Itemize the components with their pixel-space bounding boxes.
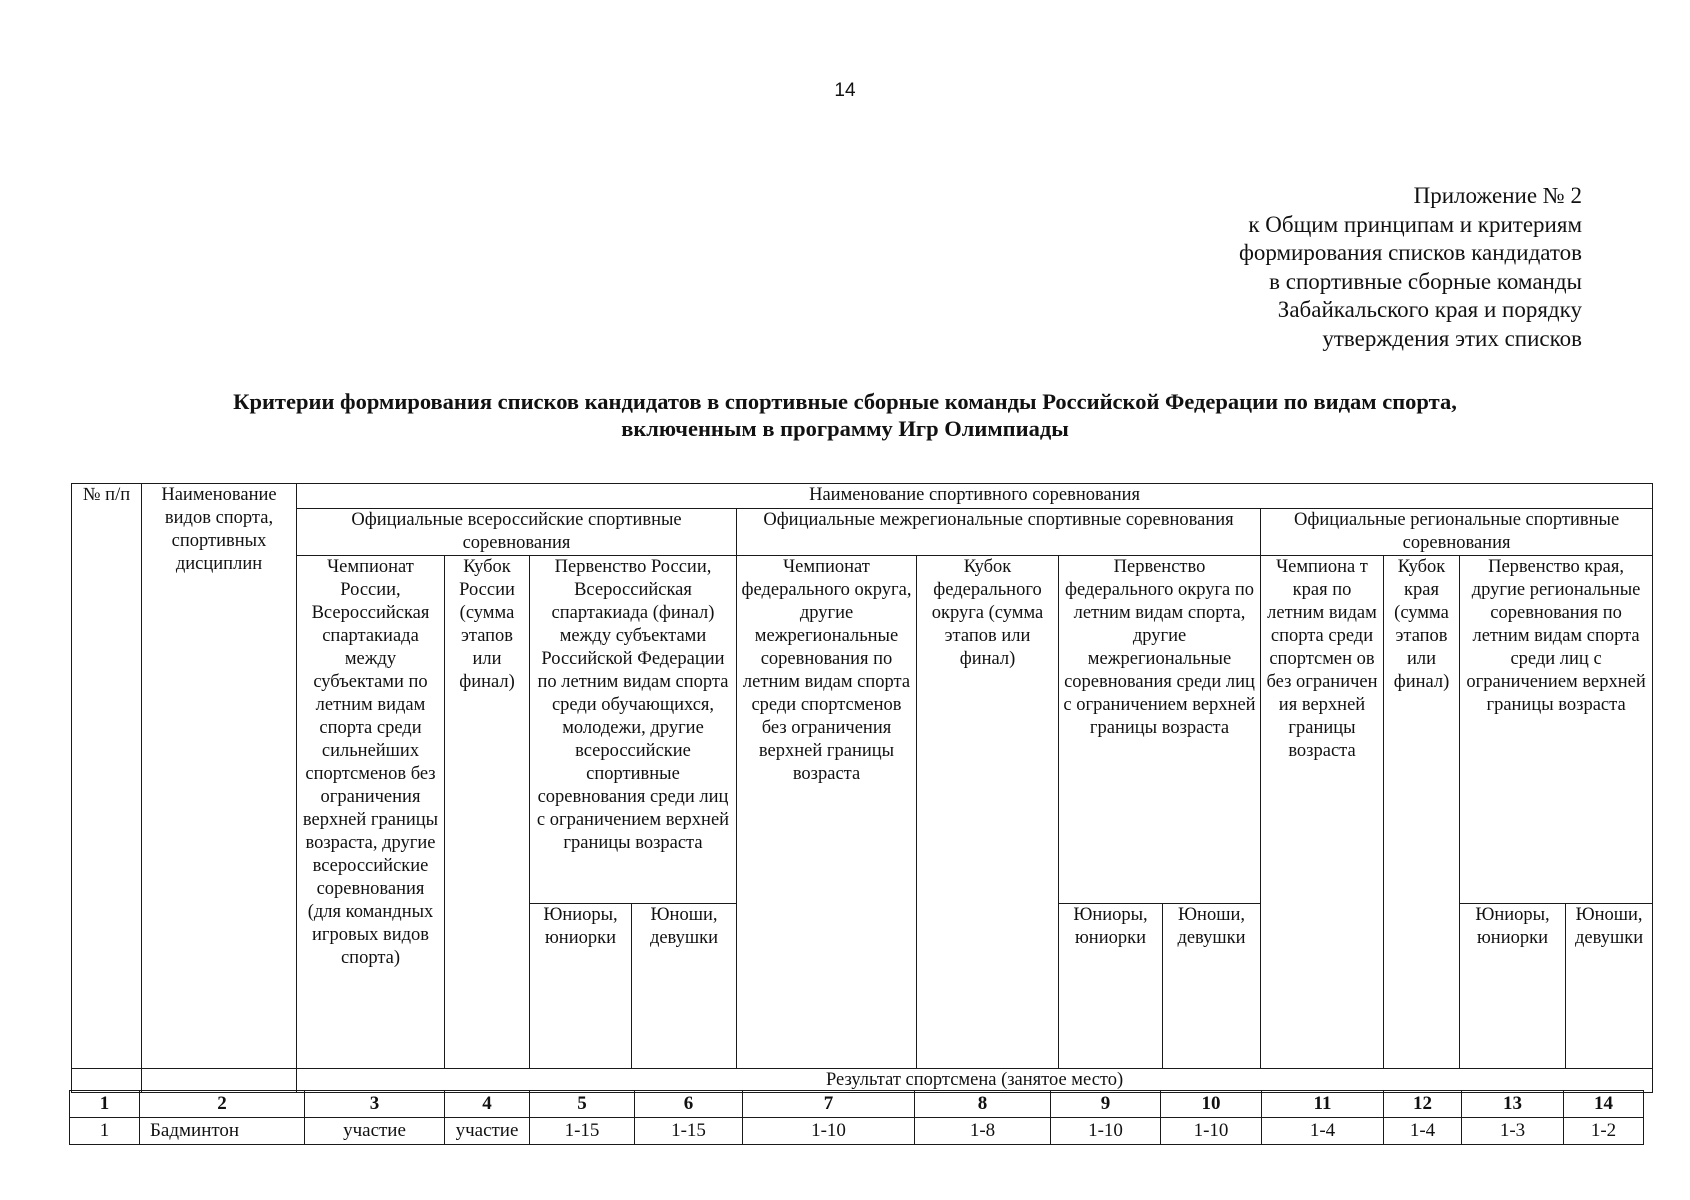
column-number: 14 [1564, 1091, 1644, 1118]
header-col-11: Чемпиона т края по летним видам спорта среди спортсмен ов без ограничен ия верхней границы возраста [1261, 556, 1384, 1069]
table-row [70, 1118, 1644, 1145]
criteria-table-header [71, 483, 1653, 1093]
document-title-line: Критерии формирования списков кандидатов в спортивные сборные команды Российской Федерации по видам спорта, [233, 389, 1457, 414]
row-cell: 1-3 [1462, 1118, 1564, 1145]
document-title-line: включенным в программу Игр Олимпиады [621, 416, 1069, 441]
row-cell: 1-10 [743, 1118, 915, 1145]
appendix-block [1239, 182, 1582, 353]
header-sub-juniors: Юниоры, юниорки [1460, 904, 1566, 1069]
header-group-all-russian: Официальные всероссийские спортивные соревнования [297, 509, 737, 556]
header-sport-name: Наименование видов спорта, спортивных дисциплин [142, 484, 297, 1069]
row-cell: 1-15 [635, 1118, 743, 1145]
header-col-13-14: Первенство края, другие региональные соревнования по летним видам спорта среди лиц с ограничением верхней границы возраста [1460, 556, 1653, 904]
row-cell: 1-8 [915, 1118, 1051, 1145]
row-cell: 1-10 [1161, 1118, 1262, 1145]
header-col-8: Кубок федерального округа (сумма этапов или финал) [917, 556, 1059, 1069]
column-number: 13 [1462, 1091, 1564, 1118]
row-cell: 1-2 [1564, 1118, 1644, 1145]
column-number: 10 [1161, 1091, 1262, 1118]
header-number: № п/п [72, 484, 142, 1069]
row-cell: участие [305, 1118, 445, 1145]
appendix-line: Приложение № 2 [1413, 183, 1582, 208]
header-sub-youth: Юноши, девушки [1566, 904, 1653, 1069]
header-competition-name: Наименование спортивного соревнования [297, 484, 1653, 509]
header-col-12: Кубок края (сумма этапов или финал) [1384, 556, 1460, 1069]
header-col-3: Чемпионат России, Всероссийская спартакиада между субъектами по летним видам спорта среди сильнейших спортсменов без ограничения верхней границы возраста, другие всероссийские соревнования (для командных игровых видов спорта) [297, 556, 445, 1069]
appendix-line: в спортивные сборные команды [1269, 268, 1582, 294]
row-cell: 1-4 [1384, 1118, 1462, 1145]
criteria-table-body [69, 1090, 1644, 1145]
column-number: 12 [1384, 1091, 1462, 1118]
column-numbers-row [70, 1091, 1644, 1118]
header-sub-youth: Юноши, девушки [632, 904, 737, 1069]
column-number: 9 [1051, 1091, 1161, 1118]
header-result: Результат спортсмена (занятое место) [297, 1069, 1653, 1093]
column-number: 2 [140, 1091, 305, 1118]
header-col-9-10: Первенство федерального округа по летним видам спорта, другие межрегиональные соревнования среди лиц с ограничением верхней границы возраста [1059, 556, 1261, 904]
row-cell: 1-15 [530, 1118, 635, 1145]
header-col-7: Чемпионат федерального округа, другие межрегиональные соревнования по летним видам спорта среди спортсменов без ограничения верхней границы возраста [737, 556, 917, 1069]
column-number: 3 [305, 1091, 445, 1118]
column-number: 8 [915, 1091, 1051, 1118]
result-row-empty-cell [72, 1069, 142, 1093]
column-number: 11 [1262, 1091, 1384, 1118]
column-number: 6 [635, 1091, 743, 1118]
column-number: 5 [530, 1091, 635, 1118]
page-number: 14 [834, 80, 856, 101]
header-sub-youth: Юноши, девушки [1163, 904, 1261, 1069]
row-sport-name: Бадминтон [140, 1118, 305, 1145]
header-col-4: Кубок России (сумма этапов или финал) [445, 556, 530, 1069]
header-group-regional: Официальные региональные спортивные соревнования [1261, 509, 1653, 556]
column-number: 7 [743, 1091, 915, 1118]
row-cell: участие [445, 1118, 530, 1145]
header-sub-juniors: Юниоры, юниорки [530, 904, 632, 1069]
header-group-interregional: Официальные межрегиональные спортивные соревнования [737, 509, 1261, 556]
header-sub-juniors: Юниоры, юниорки [1059, 904, 1163, 1069]
row-number: 1 [70, 1118, 140, 1145]
appendix-line: Забайкальского края и порядку [1277, 297, 1582, 322]
row-cell: 1-10 [1051, 1118, 1161, 1145]
result-row-empty-cell [142, 1069, 297, 1093]
column-number: 1 [70, 1091, 140, 1118]
document-title [60, 388, 1630, 442]
row-cell: 1-4 [1262, 1118, 1384, 1145]
appendix-line: утверждения этих списков [1322, 325, 1582, 351]
header-col-5-6: Первенство России, Всероссийская спартакиада (финал) между субъектами Российской Федерации по летним видам спорта среди обучающихся, молодежи, другие всероссийские спортивные соревнования среди лиц с ограничением верхней границы возраста [530, 556, 737, 904]
column-number: 4 [445, 1091, 530, 1118]
appendix-line: формирования списков кандидатов [1238, 240, 1582, 265]
appendix-line: к Общим принципам и критериям [1248, 211, 1582, 237]
